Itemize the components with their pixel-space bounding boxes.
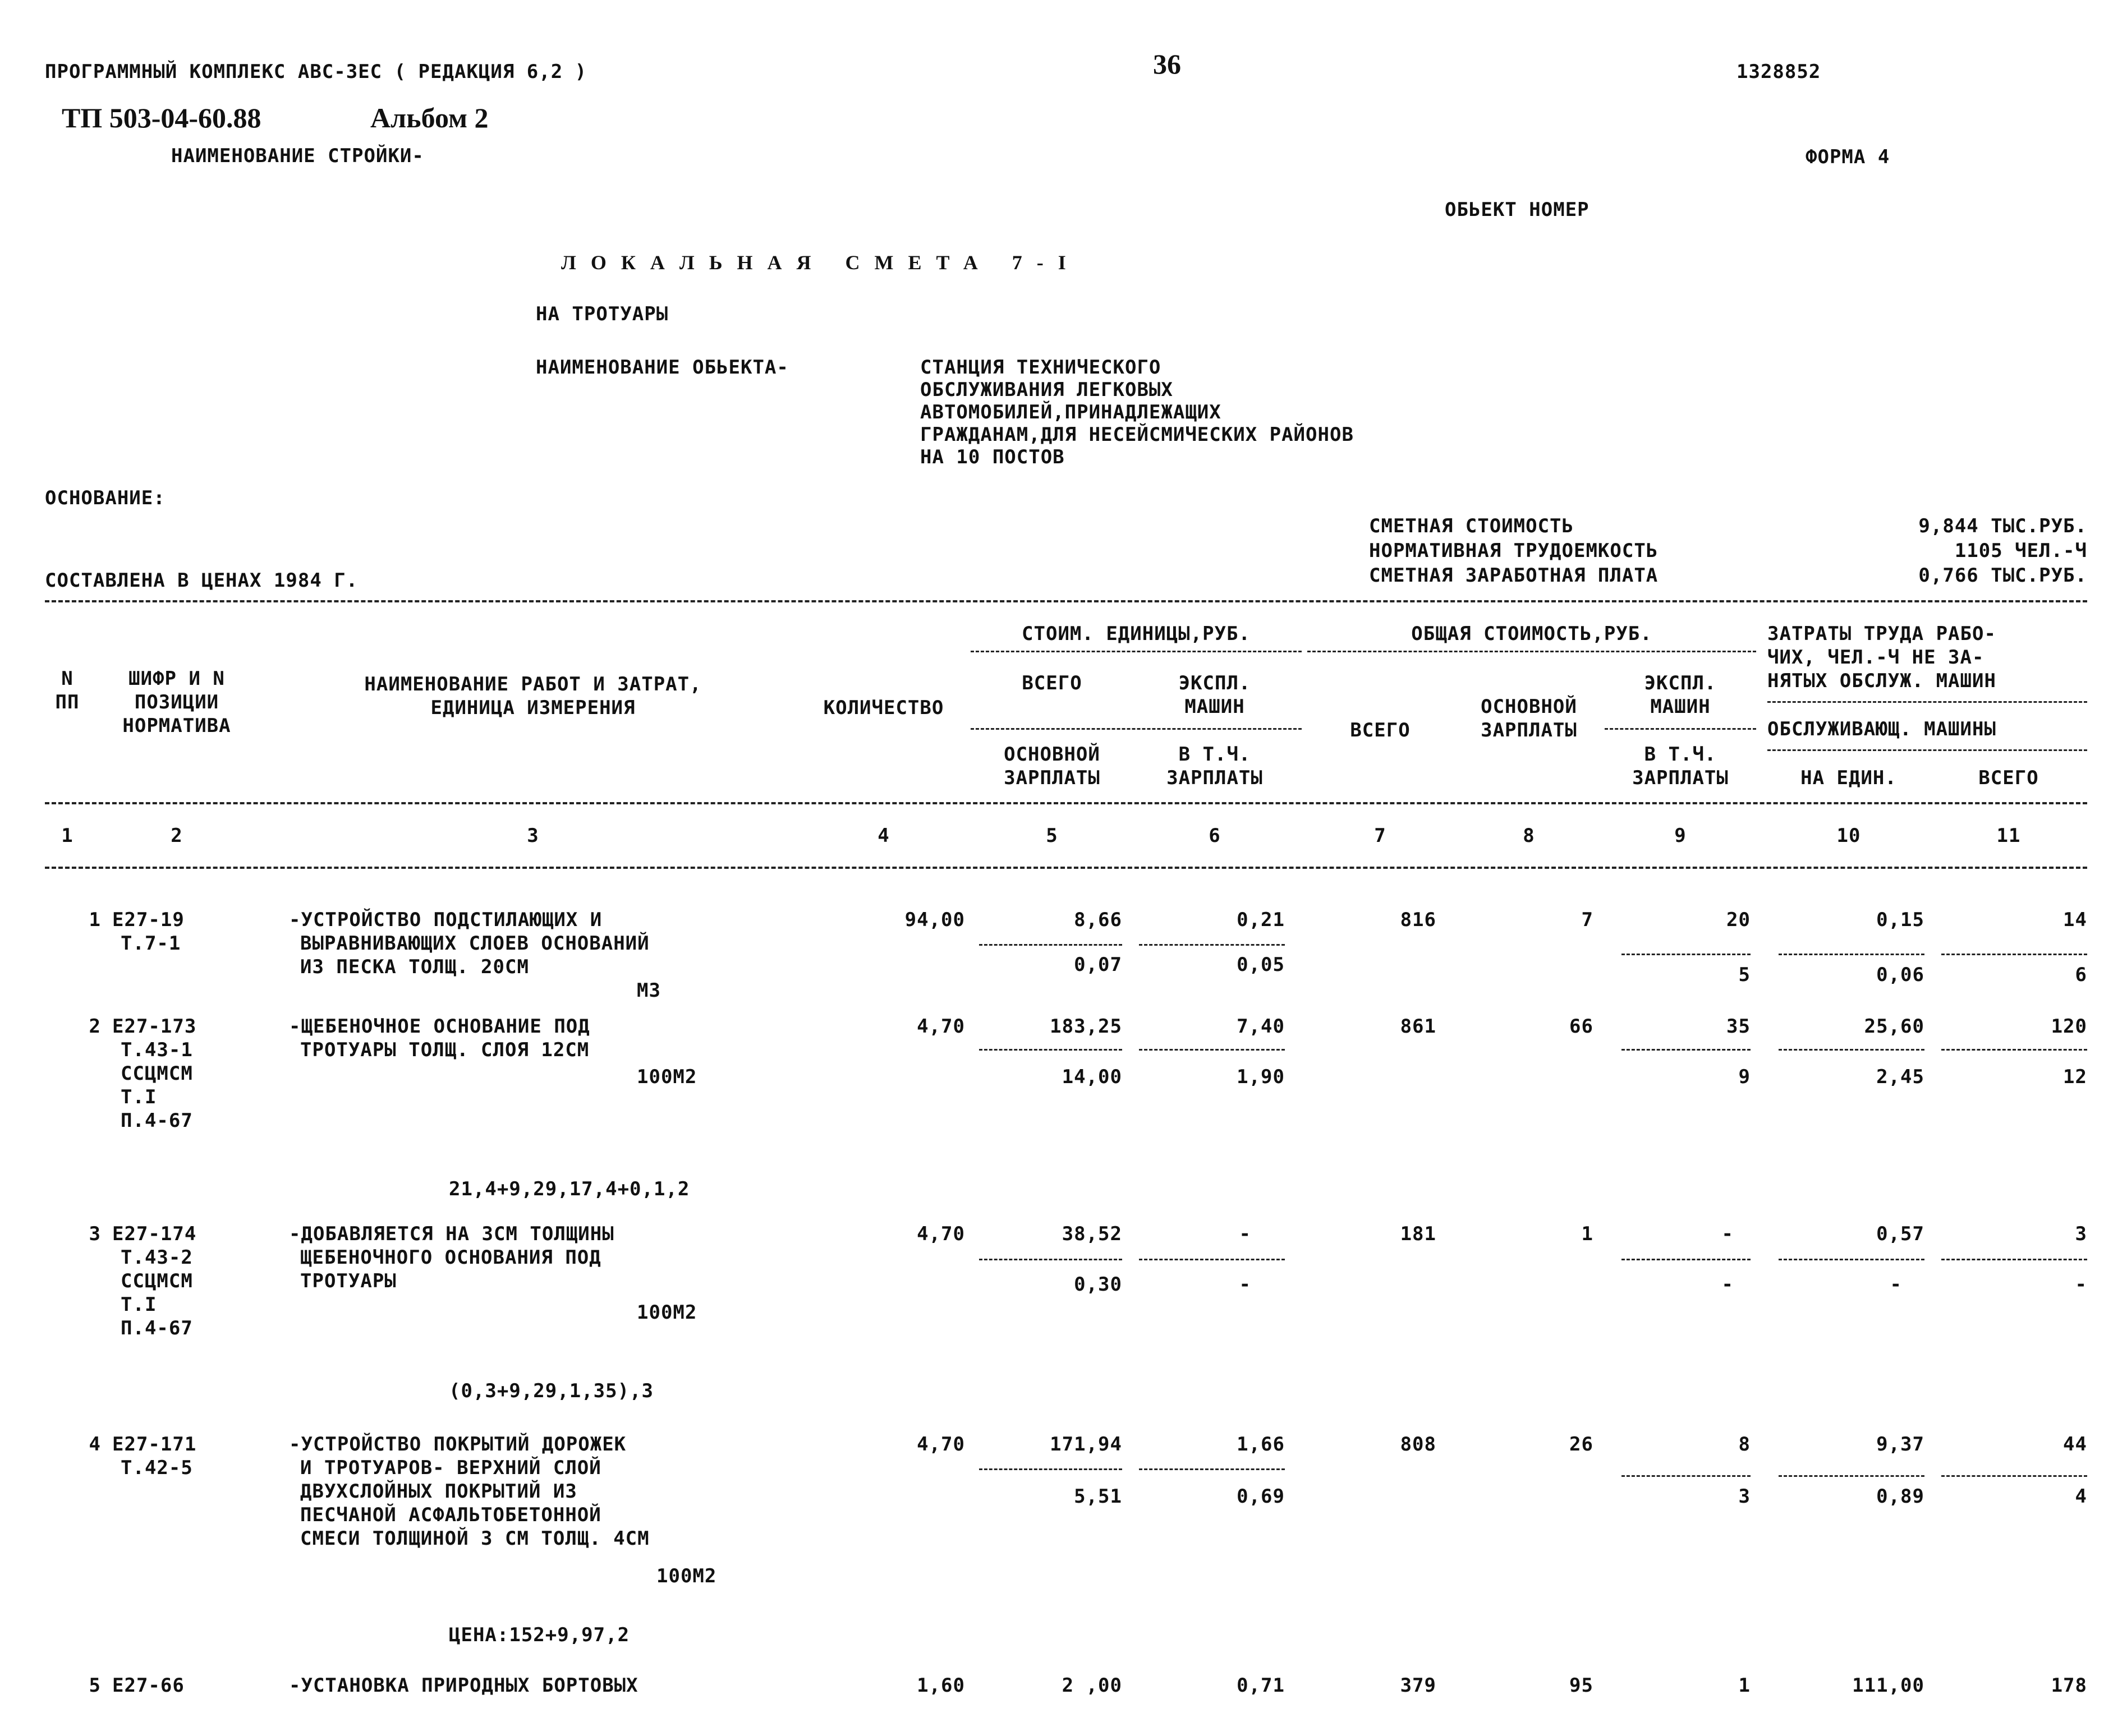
tp-code: ТП 503-04-60.88 — [62, 102, 261, 133]
row-unit-wages: 14,00 — [1062, 1066, 1122, 1088]
row-labor-total-machines: 4 — [2075, 1485, 2087, 1508]
row-labor-unit: 0,57 — [1876, 1223, 1924, 1245]
row-code: Т.I — [121, 1293, 157, 1316]
cell-divider — [1139, 1259, 1285, 1260]
row-number: 5 — [89, 1674, 101, 1697]
row-labor-total: 14 — [2063, 909, 2087, 931]
row-labor-unit-machines: 0,06 — [1876, 964, 1924, 986]
header-col7: ВСЕГО — [1350, 719, 1411, 742]
row-labor-unit: 9,37 — [1876, 1433, 1924, 1456]
object-line: ГРАЖДАНАМ,ДЛЯ НЕСЕЙСМИЧЕСКИХ РАЙОНОВ — [920, 423, 1354, 446]
row-quantity: 1,60 — [917, 1674, 965, 1697]
row-unit-machines: 0,71 — [1237, 1674, 1285, 1697]
summary-value: 1105 ЧЕЛ.-Ч — [1954, 540, 2087, 562]
row-total-wages: 26 — [1569, 1433, 1593, 1456]
row-unit-total: 183,25 — [1050, 1015, 1122, 1038]
cell-divider — [1779, 1259, 1924, 1260]
row-name: ЩЕБЕНОЧНОГО ОСНОВАНИЯ ПОД — [300, 1246, 601, 1269]
row-name: ВЫРАВНИВАЮЩИХ СЛОЕВ ОСНОВАНИЙ — [300, 932, 650, 955]
summary-label: СМЕТНАЯ СТОИМОСТЬ — [1369, 515, 1574, 537]
row-unit: 100М2 — [656, 1565, 717, 1587]
prices-label: СОСТАВЛЕНА В ЦЕНАХ 1984 Г. — [45, 569, 359, 592]
summary-value: 0,766 ТЫС.РУБ. — [1918, 564, 2087, 587]
row-total-machines: 20 — [1726, 909, 1751, 931]
row-unit-machine-wages: 1,90 — [1237, 1066, 1285, 1088]
row-total-wages: 1 — [1581, 1223, 1593, 1245]
row-total: 808 — [1400, 1433, 1436, 1456]
row-labor-total-machines: - — [2075, 1273, 2087, 1296]
row-number: 3 — [89, 1223, 101, 1245]
row-labor-unit-machines: 2,45 — [1876, 1066, 1924, 1088]
table-rule — [45, 867, 2087, 869]
header-total-cost: ОБЩАЯ СТОИМОСТЬ,РУБ. — [1411, 623, 1652, 645]
row-labor-unit-machines: - — [1890, 1273, 1902, 1296]
row-code: П.4-67 — [121, 1109, 193, 1132]
header-col9: ЭКСПЛ. — [1644, 672, 1717, 694]
row-quantity: 4,70 — [917, 1223, 965, 1245]
row-total-wages: 7 — [1581, 909, 1593, 931]
row-total: 816 — [1400, 909, 1436, 931]
row-unit-machines: 0,21 — [1237, 909, 1285, 931]
header-labor: ЗАТРАТЫ ТРУДА РАБО- — [1767, 623, 1996, 645]
header-col2: НОРМАТИВА — [122, 715, 231, 737]
row-formula: ЦЕНА:152+9,97,2 — [449, 1624, 630, 1646]
row-labor-total-machines: 12 — [2063, 1066, 2087, 1088]
cell-divider — [1139, 944, 1285, 946]
column-number: 7 — [1374, 825, 1386, 847]
header-col6: ЗАРПЛАТЫ — [1166, 767, 1263, 789]
cell-divider — [1941, 1049, 2087, 1051]
cell-divider — [979, 1049, 1122, 1051]
cell-divider — [1621, 1475, 1751, 1477]
row-labor-unit: 0,15 — [1876, 909, 1924, 931]
header-col5: ВСЕГО — [1022, 672, 1082, 694]
header-col1: N — [61, 667, 73, 690]
column-number: 9 — [1674, 825, 1687, 847]
row-unit-wages: 0,30 — [1074, 1273, 1122, 1296]
estimate-title: ЛОКАЛЬНАЯ СМЕТА 7-I — [561, 251, 1081, 274]
cell-divider — [979, 1259, 1122, 1260]
row-code: ССЦМСМ — [121, 1270, 193, 1292]
cell-divider — [1779, 1475, 1924, 1477]
row-unit-machine-wages: 0,05 — [1237, 954, 1285, 976]
row-name: -УСТРОЙСТВО ПОКРЫТИЙ ДОРОЖЕК — [289, 1433, 627, 1456]
row-number: 2 — [89, 1015, 101, 1038]
row-labor-total: 44 — [2063, 1433, 2087, 1456]
cell-divider — [979, 944, 1122, 946]
basis-label: ОСНОВАНИЕ: — [45, 487, 166, 509]
column-number: 6 — [1209, 825, 1221, 847]
row-quantity: 4,70 — [917, 1433, 965, 1456]
row-name: -ЩЕБЕНОЧНОЕ ОСНОВАНИЕ ПОД — [289, 1015, 590, 1038]
cell-divider — [979, 1468, 1122, 1470]
column-number: 11 — [1996, 825, 2021, 847]
row-total: 861 — [1400, 1015, 1436, 1038]
header-labor-sub: ОБСЛУЖИВАЮЩ. МАШИНЫ — [1767, 718, 1996, 740]
cell-divider — [1941, 1475, 2087, 1477]
row-formula: (0,3+9,29,1,35),3 — [449, 1380, 654, 1402]
header-col8: ОСНОВНОЙ — [1481, 696, 1577, 718]
summary-label: СМЕТНАЯ ЗАРАБОТНАЯ ПЛАТА — [1369, 564, 1659, 587]
summary-value: 9,844 ТЫС.РУБ. — [1918, 515, 2087, 537]
object-name — [920, 356, 1354, 468]
header-divider — [971, 728, 1302, 730]
header-col3: НАИМЕНОВАНИЕ РАБОТ И ЗАТРАТ, — [364, 673, 702, 696]
row-unit-total: 2 ,00 — [1062, 1674, 1122, 1697]
row-total-machine-wages: 3 — [1738, 1485, 1751, 1508]
header-col3: ЕДИНИЦА ИЗМЕРЕНИЯ — [430, 697, 636, 719]
row-name: ТРОТУАРЫ — [300, 1270, 397, 1292]
row-name: И ТРОТУАРОВ- ВЕРХНИЙ СЛОЙ — [300, 1457, 601, 1479]
object-line: ОБСЛУЖИВАНИЯ ЛЕГКОВЫХ — [920, 379, 1173, 401]
cell-divider — [1621, 954, 1751, 955]
row-name: ТРОТУАРЫ ТОЛЩ. СЛОЯ 12СМ — [300, 1039, 590, 1061]
cell-divider — [1139, 1049, 1285, 1051]
row-labor-total: 178 — [2051, 1674, 2087, 1697]
row-unit-machines: - — [1239, 1223, 1251, 1245]
row-unit-machine-wages: - — [1239, 1273, 1251, 1296]
table-rule — [45, 802, 2087, 804]
row-total-machines: - — [1721, 1223, 1734, 1245]
header-labor: НЯТЫХ ОБСЛУЖ. МАШИН — [1767, 670, 1996, 692]
column-number: 2 — [171, 825, 183, 847]
column-number: 8 — [1523, 825, 1535, 847]
row-name: СМЕСИ ТОЛЩИНОЙ 3 СМ ТОЛЩ. 4СМ — [300, 1527, 650, 1550]
row-unit: 100М2 — [637, 1066, 697, 1088]
row-code: Т.42-5 — [121, 1457, 193, 1479]
header-col6: ЭКСПЛ. — [1178, 672, 1251, 694]
header-col9: ЗАРПЛАТЫ — [1632, 767, 1729, 789]
row-formula: 21,4+9,29,17,4+0,1,2 — [449, 1178, 690, 1200]
header-col8: ЗАРПЛАТЫ — [1481, 719, 1577, 742]
row-unit-total: 171,94 — [1050, 1433, 1122, 1456]
object-number-label: ОБЬЕКТ НОМЕР — [1445, 199, 1589, 221]
row-code: Е27-174 — [112, 1223, 197, 1245]
row-labor-total: 120 — [2051, 1015, 2087, 1038]
column-number: 10 — [1836, 825, 1861, 847]
row-unit: 100М2 — [637, 1301, 697, 1324]
row-unit-machine-wages: 0,69 — [1237, 1485, 1285, 1508]
estimate-subject: НА ТРОТУАРЫ — [536, 303, 669, 325]
row-code: Е27-66 — [112, 1674, 185, 1697]
column-number: 1 — [61, 825, 73, 847]
row-total: 181 — [1400, 1223, 1436, 1245]
row-code: ССЦМСМ — [121, 1062, 193, 1085]
header-col5: ОСНОВНОЙ — [1004, 743, 1100, 766]
cell-divider — [1779, 954, 1924, 955]
row-total-machine-wages: 9 — [1738, 1066, 1751, 1088]
row-labor-total-machines: 6 — [2075, 964, 2087, 986]
header-col5: ЗАРПЛАТЫ — [1004, 767, 1100, 789]
cell-divider — [1621, 1049, 1751, 1051]
row-code: Т.I — [121, 1086, 157, 1108]
row-total-machines: 1 — [1738, 1674, 1751, 1697]
header-labor: ЧИХ, ЧЕЛ.-Ч НЕ ЗА- — [1767, 646, 1984, 669]
row-total-machines: 8 — [1738, 1433, 1751, 1456]
row-quantity: 94,00 — [904, 909, 965, 931]
row-name: ПЕСЧАНОЙ АСФАЛЬТОБЕТОННОЙ — [300, 1504, 601, 1526]
header-col6: МАШИН — [1184, 696, 1245, 718]
row-total-machine-wages: 5 — [1738, 964, 1751, 986]
row-total: 379 — [1400, 1674, 1436, 1697]
row-unit-total: 8,66 — [1074, 909, 1122, 931]
row-total-machine-wages: - — [1721, 1273, 1734, 1296]
object-line: СТАНЦИЯ ТЕХНИЧЕСКОГО — [920, 356, 1161, 379]
row-unit-machines: 1,66 — [1237, 1433, 1285, 1456]
row-name: ИЗ ПЕСКА ТОЛЩ. 20СМ — [300, 956, 529, 978]
header-divider — [1605, 728, 1756, 730]
table-rule — [45, 600, 2087, 602]
document-code: 1328852 — [1736, 61, 1821, 83]
header-divider — [1767, 701, 2087, 703]
program-name: ПРОГРАММНЫЙ КОМПЛЕКС АВС-3ЕС ( РЕДАКЦИЯ 6,2 ) — [45, 61, 587, 83]
header-col1: ПП — [55, 691, 80, 713]
cell-divider — [1941, 1259, 2087, 1260]
header-col4: КОЛИЧЕСТВО — [823, 697, 944, 719]
cell-divider — [1621, 1259, 1751, 1260]
header-col10: НА ЕДИН. — [1800, 767, 1897, 789]
object-label: НАИМЕНОВАНИЕ ОБЬЕКТА- — [536, 356, 789, 379]
row-code: Е27-19 — [112, 909, 185, 931]
row-unit: М3 — [637, 979, 661, 1002]
row-name: -ДОБАВЛЯЕТСЯ НА 3СМ ТОЛЩИНЫ — [289, 1223, 614, 1245]
row-name: -УСТАНОВКА ПРИРОДНЫХ БОРТОВЫХ — [289, 1674, 638, 1697]
row-code: Т.43-2 — [121, 1246, 193, 1269]
column-number: 4 — [878, 825, 890, 847]
row-quantity: 4,70 — [917, 1015, 965, 1038]
row-total-wages: 95 — [1569, 1674, 1593, 1697]
header-unit-cost: СТОИМ. ЕДИНИЦЫ,РУБ. — [1022, 623, 1251, 645]
header-col6: В Т.Ч. — [1178, 743, 1251, 766]
header-col9: В Т.Ч. — [1644, 743, 1717, 766]
header-divider — [1307, 651, 1756, 652]
row-name: ДВУХСЛОЙНЫХ ПОКРЫТИЙ ИЗ — [300, 1480, 577, 1503]
object-line: АВТОМОБИЛЕЙ,ПРИНАДЛЕЖАЩИХ — [920, 401, 1221, 423]
row-code: Е27-173 — [112, 1015, 197, 1038]
row-total-wages: 66 — [1569, 1015, 1593, 1038]
row-total-machines: 35 — [1726, 1015, 1751, 1038]
row-code: Т.43-1 — [121, 1039, 193, 1061]
object-line: НА 10 ПОСТОВ — [920, 446, 1065, 468]
header-col11: ВСЕГО — [1978, 767, 2039, 789]
row-labor-unit: 25,60 — [1864, 1015, 1924, 1038]
row-code: П.4-67 — [121, 1317, 193, 1339]
row-unit-machines: 7,40 — [1237, 1015, 1285, 1038]
header-divider — [1767, 749, 2087, 751]
cell-divider — [1139, 1468, 1285, 1470]
album-label: Альбом 2 — [370, 102, 489, 133]
row-code: Т.7-1 — [121, 932, 181, 955]
row-name: -УСТРОЙСТВО ПОДСТИЛАЮЩИХ И — [289, 909, 603, 931]
header-col2: ШИФР И N — [128, 667, 225, 690]
row-labor-unit: 111,00 — [1852, 1674, 1924, 1697]
row-unit-wages: 0,07 — [1074, 954, 1122, 976]
column-number: 3 — [527, 825, 539, 847]
row-labor-unit-machines: 0,89 — [1876, 1485, 1924, 1508]
cell-divider — [1941, 954, 2087, 955]
cell-divider — [1779, 1049, 1924, 1051]
row-labor-total: 3 — [2075, 1223, 2087, 1245]
row-number: 1 — [89, 909, 101, 931]
header-divider — [971, 651, 1302, 652]
column-number: 5 — [1046, 825, 1058, 847]
row-code: Е27-171 — [112, 1433, 197, 1456]
header-col9: МАШИН — [1650, 696, 1711, 718]
header-col2: ПОЗИЦИИ — [134, 691, 219, 713]
page-number: 36 — [1153, 48, 1181, 80]
form-label: ФОРМА 4 — [1806, 146, 1890, 168]
row-unit-wages: 5,51 — [1074, 1485, 1122, 1508]
construction-label: НАИМЕНОВАНИЕ СТРОЙКИ- — [171, 145, 424, 167]
summary-label: НОРМАТИВНАЯ ТРУДОЕМКОСТЬ — [1369, 540, 1659, 562]
row-unit-total: 38,52 — [1062, 1223, 1122, 1245]
row-number: 4 — [89, 1433, 101, 1456]
